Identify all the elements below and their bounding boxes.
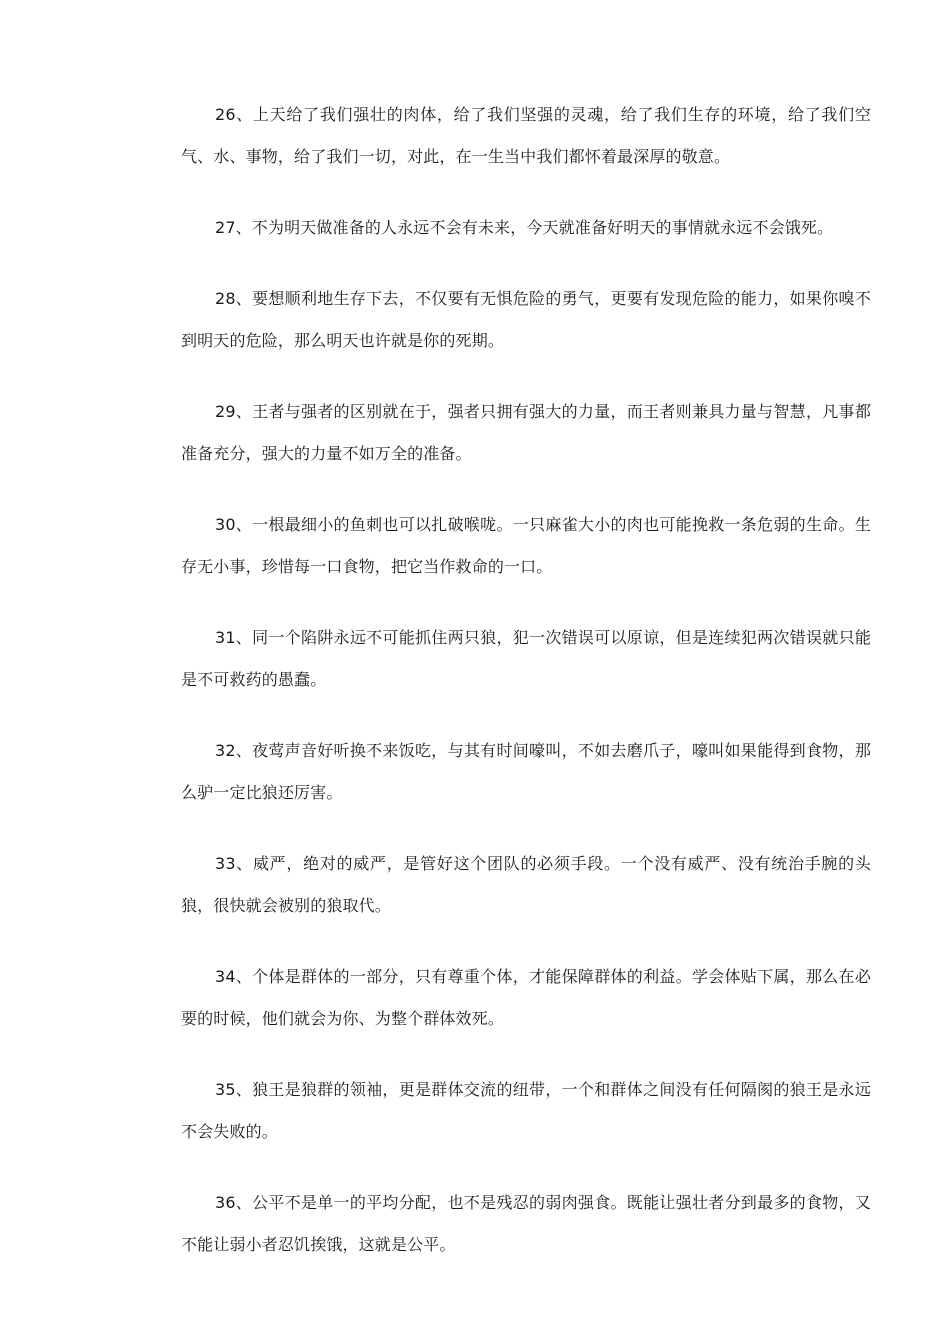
paragraph-32: 32、夜莺声音好听换不来饭吃，与其有时间嚎叫，不如去磨爪子，嚎叫如果能得到食物，那么驴一定比狼还厉害。 <box>181 741 871 802</box>
paragraph-27: 27、不为明天做准备的人永远不会有未来，今天就准备好明天的事情就永远不会饿死。 <box>215 218 834 237</box>
paragraph-33: 33、威严，绝对的威严，是管好这个团队的必须手段。一个没有威严、没有统治手腕的头狼，很快就会被别的狼取代。 <box>181 854 871 915</box>
paragraph-36: 36、公平不是单一的平均分配，也不是残忍的弱肉强食。既能让强壮者分到最多的食物，又不能让弱小者忍饥挨饿，这就是公平。 <box>181 1193 871 1254</box>
paragraph-28: 28、要想顺利地生存下去，不仅要有无惧危险的勇气，更要有发现危险的能力，如果你嗅不到明天的危险，那么明天也许就是你的死期。 <box>181 289 871 350</box>
paragraph-35: 35、狼王是狼群的领袖，更是群体交流的纽带，一个和群体之间没有任何隔阂的狼王是永远不会失败的。 <box>181 1080 871 1141</box>
document-body <box>181 94 871 1295</box>
paragraph-31: 31、同一个陷阱永远不可能抓住两只狼，犯一次错误可以原谅，但是连续犯两次错误就只能是不可救药的愚蠢。 <box>181 628 871 689</box>
paragraph-29: 29、王者与强者的区别就在于，强者只拥有强大的力量，而王者则兼具力量与智慧，凡事都准备充分，强大的力量不如万全的准备。 <box>181 402 871 463</box>
paragraph-30: 30、一根最细小的鱼刺也可以扎破喉咙。一只麻雀大小的肉也可能挽救一条危弱的生命。生存无小事，珍惜每一口食物，把它当作救命的一口。 <box>181 515 871 576</box>
paragraph-34: 34、个体是群体的一部分，只有尊重个体，才能保障群体的利益。学会体贴下属，那么在必要的时候，他们就会为你、为整个群体效死。 <box>181 967 871 1028</box>
paragraph-26: 26、上天给了我们强壮的肉体，给了我们坚强的灵魂，给了我们生存的环境，给了我们空气、水、事物，给了我们一切，对此，在一生当中我们都怀着最深厚的敬意。 <box>181 105 871 166</box>
